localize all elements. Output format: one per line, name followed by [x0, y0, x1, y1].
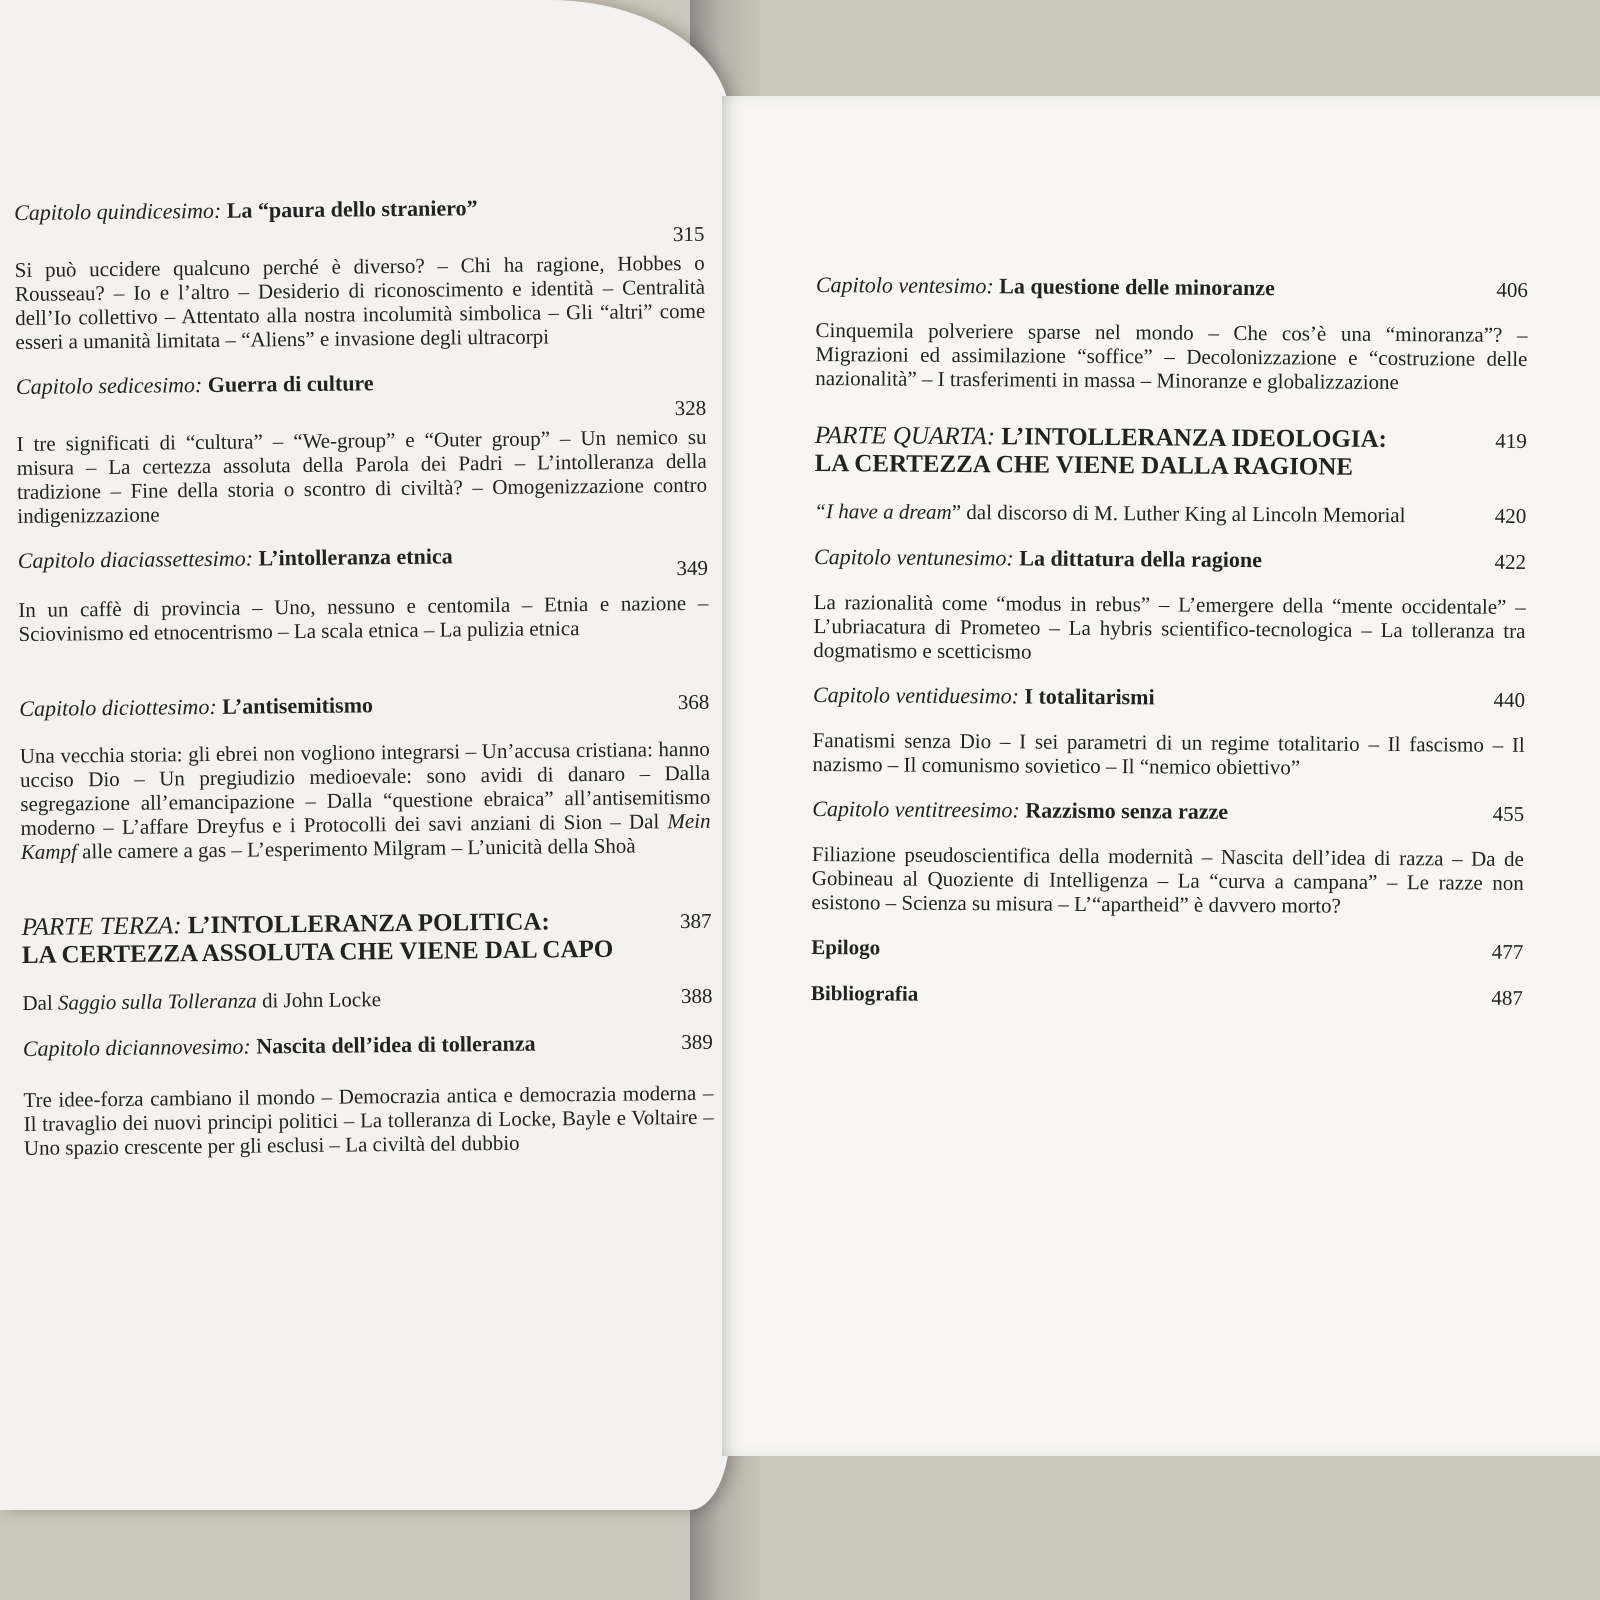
chapter-label: Capitolo ventunesimo: [813, 543, 1014, 571]
page-number: 389 [681, 1029, 713, 1055]
page-number: 315 [672, 221, 705, 247]
chapter-title: L’intolleranza etnica [258, 543, 453, 571]
section-heading [811, 980, 1523, 1011]
page-number: 422 [1494, 549, 1527, 574]
part-title-line1: L’INTOLLERANZA IDEOLOGIA: [1001, 423, 1388, 453]
chapter-summary: Filiazione pseudoscientifica della modernità – Nascita dell’idea di razza – Da de Gobineau al Quoziente di Intelligenza – La “curva a campana” – Le razze non esistono – Scienza su misura – L’“apartheid” è davvero morto? [811, 841, 1525, 918]
toc-entry-ch15 [14, 193, 706, 354]
part-label: PARTE TERZA: [21, 912, 182, 941]
chapter-heading [814, 544, 1526, 575]
toc-entry-ch21 [813, 544, 1526, 667]
chapter-label: Capitolo diaciassettesimo: [17, 545, 254, 573]
book-title-mein-kampf: Mein Kampf [20, 808, 711, 864]
part-heading [815, 422, 1527, 483]
left-page [0, 0, 730, 1510]
chapter-label: Capitolo quindicesimo: [14, 197, 222, 225]
part-heading [21, 907, 712, 970]
right-page-content [811, 272, 1528, 1011]
excerpt-text: Dal [22, 990, 59, 1015]
part-title-line2: LA CERTEZZA CHE VIENE DALLA RAGIONE [814, 449, 1354, 481]
excerpt-title: “I have a dream [814, 498, 952, 524]
page-number: 455 [1492, 801, 1525, 826]
chapter-heading [812, 796, 1524, 827]
excerpt-heading [22, 983, 712, 1016]
toc-entry-ch17 [18, 541, 709, 646]
chapter-label: Capitolo ventiduesimo: [812, 681, 1020, 709]
chapter-title: Guerra di culture [207, 370, 374, 397]
right-page [722, 96, 1600, 1456]
section-heading [811, 934, 1523, 965]
summary-text: alle camere a gas – L’esperimento Milgram – L’unicità della Shoà [76, 833, 636, 864]
chapter-label: Capitolo diciottesimo: [19, 693, 217, 721]
toc-entry-ch19 [23, 1029, 714, 1160]
toc-entry-dream [814, 498, 1526, 529]
excerpt-text: di John Locke [256, 987, 382, 1013]
excerpt-text: ” dal discorso di M. Luther King al Lincoln Memorial [951, 499, 1406, 528]
page-number: 388 [680, 983, 713, 1009]
toc-entry-ch16 [16, 367, 708, 528]
chapter-summary: Cinquemila polveriere sparse nel mondo – Che cos’è una “minoranza”? – Migrazioni ed assimilazione “soffice” – Decolonizzazione e “costruzione delle nazionalità” – I trasferimenti in massa – Minoranze e globalizzazione [815, 317, 1528, 395]
chapter-summary: I tre significati di “cultura” – “We-group” e “Outer group” – Un nemico su misura – La certezza assoluta della Parola dei Padri – L’intolleranza della tradizione – Fine della storia o scontro di civiltà? – Omogenizzazione contro indigenizzazione [16, 424, 708, 528]
part-title-line2: LA CERTEZZA ASSOLUTA CHE VIENE DAL CAPO [21, 935, 614, 969]
page-number: 406 [1496, 277, 1528, 302]
section-title: Bibliografia [810, 980, 919, 1006]
page-number: 477 [1491, 939, 1524, 964]
left-page-content [14, 193, 714, 1160]
page-number: 419 [1495, 428, 1527, 453]
section-title: Epilogo [811, 934, 881, 960]
chapter-summary: Si può uccidere qualcuno perché è diverso? – Chi ha ragione, Hobbes o Rousseau? – Io e l’altro – Desiderio di riconoscimento e identità – Centralità dell’Io collettivo – Attentato alla nostra incolumità simbolica – Gli “altri” come esseri a umanità limitata – “Aliens” e invasione degli ultracorpi [14, 250, 706, 354]
summary-text: Una vecchia storia: gli ebrei non vogliono integrarsi – Un’accusa cristiana: hanno ucciso Dio – Un pregiudizio medioevale: sono avidi di danaro – Dalla segregazione all’emancipazione – Dalla “questione ebraica” all’antisemitismo moderno – L’affare Dreyfus e i Protocolli dei savi anziani di Sion – Dal [19, 736, 711, 840]
toc-entry-part3 [21, 907, 712, 970]
toc-entry-ch23 [812, 796, 1525, 919]
page-number: 349 [676, 555, 709, 581]
chapter-heading [816, 272, 1528, 303]
chapter-summary [20, 737, 711, 864]
chapter-heading [19, 689, 709, 722]
toc-entry-locke [22, 983, 712, 1016]
toc-entry-ch22 [812, 682, 1525, 781]
chapter-summary: La razionalità come “modus in rebus” – L’emergere della “mente occidentale” – L’ubriacatura di Prometeo – La hybris scientifico-tecnologica – La tolleranza tra dogmatismo e scetticismo [813, 589, 1526, 664]
page-number: 420 [1494, 503, 1527, 528]
toc-entry-bibliografia [811, 980, 1523, 1011]
page-number: 368 [677, 689, 710, 715]
chapter-title: Razzismo senza razze [1025, 797, 1229, 824]
chapter-label: Capitolo ventitreesimo: [812, 795, 1020, 823]
chapter-label: Capitolo ventesimo: [815, 272, 994, 299]
chapter-heading [23, 1029, 713, 1062]
chapter-title: La dittatura della ragione [1019, 545, 1263, 573]
part-label: PARTE QUARTA: [814, 421, 996, 451]
page-number: 440 [1493, 687, 1526, 712]
chapter-title: Nascita dell’idea di tolleranza [256, 1030, 536, 1059]
toc-entry-part4 [815, 422, 1527, 483]
chapter-heading [14, 193, 705, 247]
chapter-title: La questione delle minoranze [999, 273, 1275, 301]
chapter-summary: Tre idee-forza cambiano il mondo – Democrazia antica e democrazia moderna – Il travaglio dei nuovi principi politici – La tolleranza di Locke, Bayle e Voltaire – Uno spazio crescente per gli esclusi – La civiltà del dubbio [23, 1080, 714, 1160]
page-number: 387 [679, 908, 712, 934]
chapter-summary: Fanatismi senza Dio – I sei parametri di un regime totalitario – Il fascismo – Il nazismo – Il comunismo sovietico – Il “nemico obiettivo” [812, 727, 1525, 780]
chapter-title: La “paura dello straniero” [226, 195, 478, 223]
chapter-heading [15, 367, 707, 421]
page-number: 328 [674, 395, 707, 421]
toc-entry-ch20 [815, 272, 1528, 395]
page-number: 487 [1491, 985, 1524, 1010]
chapter-title: I totalitarismi [1024, 683, 1155, 710]
toc-entry-epilogo [811, 934, 1523, 965]
chapter-heading [813, 682, 1525, 713]
excerpt-title: Saggio sulla Tolleranza [57, 988, 257, 1015]
chapter-label: Capitolo sedicesimo: [15, 372, 203, 399]
chapter-summary: In un caffè di provincia – Uno, nessuno e centomila – Etnia e nazione – Sciovinismo ed etnocentrismo – La scala etnica – La pulizia etnica [18, 590, 709, 646]
excerpt-heading [814, 498, 1526, 529]
part-title-line1: L’INTOLLERANZA POLITICA: [187, 908, 550, 940]
chapter-title: L’antisemitismo [222, 692, 374, 719]
chapter-label: Capitolo diciannovesimo: [22, 1033, 251, 1061]
chapter-heading [17, 541, 709, 581]
toc-entry-ch18 [19, 689, 711, 864]
